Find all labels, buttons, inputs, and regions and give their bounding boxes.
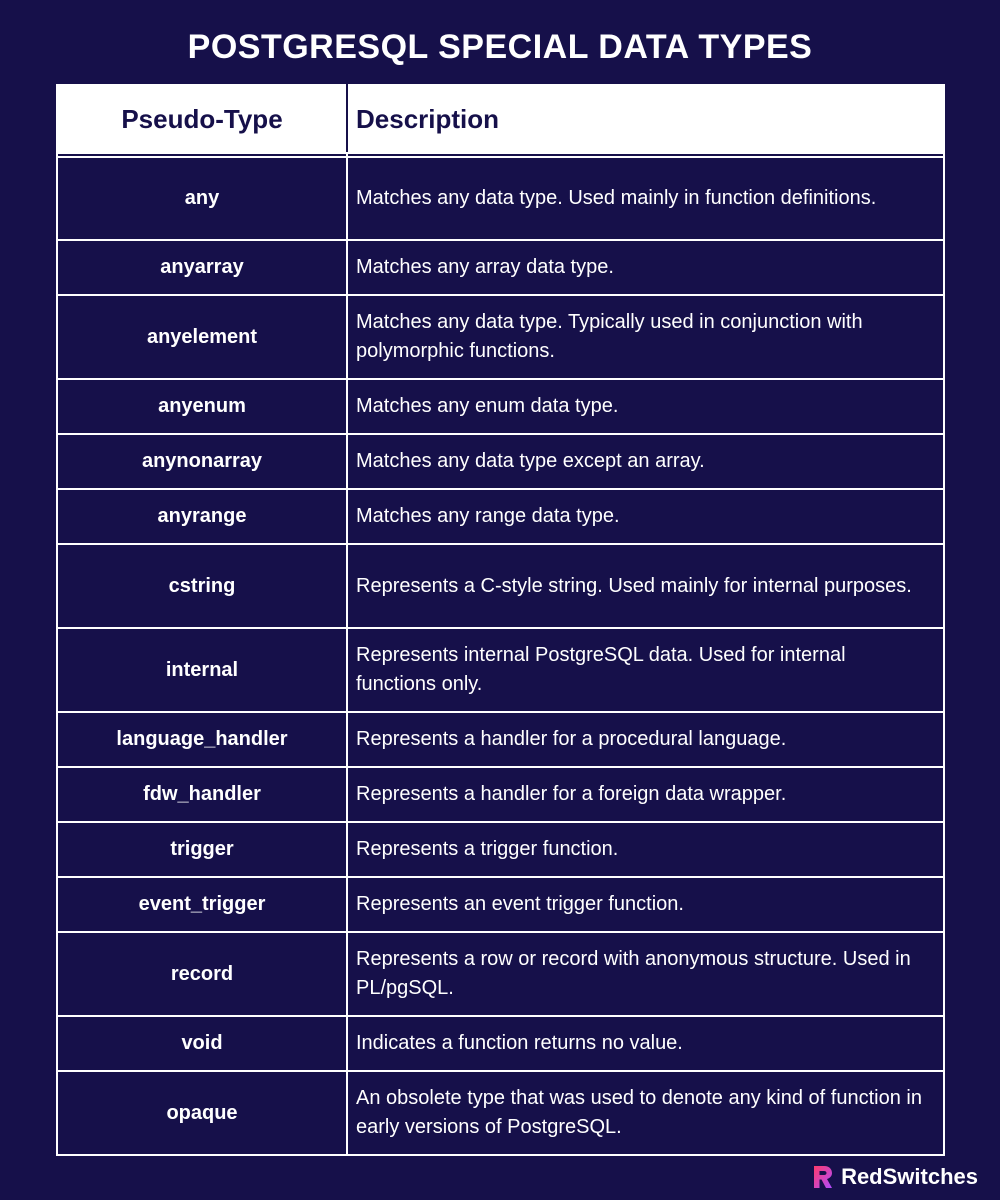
table-row <box>57 628 944 712</box>
description-cell: Matches any data type. Used mainly in function definitions. <box>347 157 944 240</box>
brand-name: RedSwitches <box>841 1164 978 1189</box>
table-row <box>57 932 944 1016</box>
table-header-row <box>57 85 944 153</box>
table-row <box>57 434 944 489</box>
type-cell: anynonarray <box>57 434 347 489</box>
type-cell: trigger <box>57 822 347 877</box>
table-row <box>57 240 944 295</box>
description-cell: Represents a row or record with anonymous structure. Used in PL/pgSQL. <box>347 932 944 1016</box>
type-cell: internal <box>57 628 347 712</box>
pseudo-types-table <box>56 84 945 1156</box>
type-cell: fdw_handler <box>57 767 347 822</box>
description-cell: Represents a trigger function. <box>347 822 944 877</box>
table-row <box>57 489 944 544</box>
type-cell: opaque <box>57 1071 347 1155</box>
table-row <box>57 822 944 877</box>
description-cell: Represents a handler for a procedural language. <box>347 712 944 767</box>
type-cell: anyelement <box>57 295 347 379</box>
description-cell: Matches any range data type. <box>347 489 944 544</box>
description-cell: Matches any enum data type. <box>347 379 944 434</box>
type-cell: language_handler <box>57 712 347 767</box>
description-cell: An obsolete type that was used to denote any kind of function in early versions of PostgreSQL. <box>347 1071 944 1155</box>
redswitches-logo-icon <box>811 1164 835 1190</box>
table-row <box>57 157 944 240</box>
description-cell: Represents a C-style string. Used mainly for internal purposes. <box>347 544 944 628</box>
description-cell: Matches any data type except an array. <box>347 434 944 489</box>
description-cell: Matches any array data type. <box>347 240 944 295</box>
table-row <box>57 877 944 932</box>
type-cell: anyarray <box>57 240 347 295</box>
table-row <box>57 379 944 434</box>
table-row <box>57 544 944 628</box>
type-cell: void <box>57 1016 347 1071</box>
type-cell: event_trigger <box>57 877 347 932</box>
table-row <box>57 1071 944 1155</box>
type-cell: record <box>57 932 347 1016</box>
table-row <box>57 1016 944 1071</box>
type-cell: anyenum <box>57 379 347 434</box>
type-cell: cstring <box>57 544 347 628</box>
description-cell: Represents a handler for a foreign data wrapper. <box>347 767 944 822</box>
description-cell: Represents internal PostgreSQL data. Used for internal functions only. <box>347 628 944 712</box>
table-row <box>57 712 944 767</box>
page-title: POSTGRESQL SPECIAL DATA TYPES <box>187 28 813 66</box>
description-cell: Represents an event trigger function. <box>347 877 944 932</box>
type-cell: any <box>57 157 347 240</box>
column-header-description: Description <box>347 85 944 153</box>
description-cell: Matches any data type. Typically used in conjunction with polymorphic functions. <box>347 295 944 379</box>
table-row <box>57 767 944 822</box>
table-row <box>57 295 944 379</box>
column-header-pseudo-type: Pseudo-Type <box>57 85 347 153</box>
type-cell: anyrange <box>57 489 347 544</box>
description-cell: Indicates a function returns no value. <box>347 1016 944 1071</box>
brand-logo <box>811 1164 978 1190</box>
